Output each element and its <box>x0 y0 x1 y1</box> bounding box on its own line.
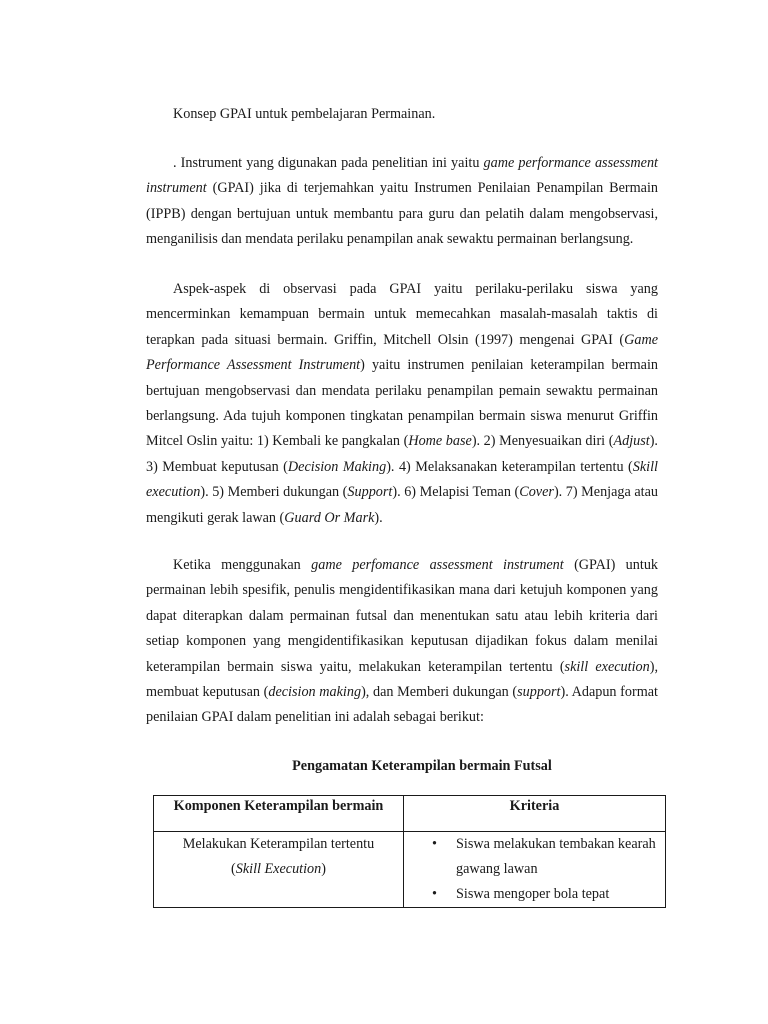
italic-term: Cover <box>519 484 554 501</box>
header-criteria <box>404 796 666 832</box>
bullet-icon: • <box>432 886 437 902</box>
italic-term: skill execution <box>564 658 650 675</box>
text-run: ) yaitu instrumen penilaian keterampilan bermain bertujuan mengobservasi dan mendata perilaku penampilan pemain sewaktu permainan berlangsung. Ada tujuh komponen tingkatan penampilan bermain siswa menurut Griffin Mitcel Oslin yaitu: 1) Kembali ke pangkalan ( <box>146 357 658 450</box>
italic-term: Support <box>347 484 393 501</box>
header-criteria-label: Kriteria <box>509 798 560 814</box>
italic-term: support <box>517 684 561 701</box>
paragraph-2 <box>146 277 658 531</box>
list-item <box>404 832 665 882</box>
italic-term: Game Performance Assessment Instrument <box>146 331 658 374</box>
italic-term: game perfomance assessment instrument <box>311 557 564 573</box>
text-run: ). 4) Melaksanakan keterampilan tertentu ( <box>386 458 633 475</box>
italic-term: Skill execution <box>146 458 658 501</box>
component-line-2-italic: Skill Execution <box>235 861 322 877</box>
header-component <box>154 796 404 832</box>
text-run: ), membuat keputusan ( <box>146 658 658 701</box>
text-run: ). 7) Menjaga atau mengikuti gerak lawan ( <box>146 484 659 526</box>
header-component-label: Komponen Keterampilan bermain <box>173 798 384 814</box>
section-heading: Konsep GPAI untuk pembelajaran Permainan. <box>173 106 436 122</box>
text-run: ). 5) Memberi dukungan ( <box>200 484 348 501</box>
list-item <box>404 882 665 907</box>
criteria-list <box>404 832 665 907</box>
criteria-cell <box>404 832 666 908</box>
paragraph-3 <box>146 553 658 731</box>
italic-term: Decision Making <box>287 458 387 475</box>
text-run: Aspek-aspek di observasi pada GPAI yaitu perilaku-perilaku siswa yang mencerminkan kemampuan bermain untuk memecahkan masalah-masalah taktis di terapkan pada situasi bermain. Griffin, Mitchell Olsin (1997) mengenai GPAI ( <box>146 281 658 348</box>
italic-term: decision making <box>268 684 362 701</box>
text-run: (GPAI) untuk permainan lebih spesifik, penulis mengidentifikasikan mana dari ketujuh komponen yang dapat diterapkan dalam permainan futsal dan menentukan satu atau lebih kriteria dari setiap komponen yang mengidentifikasikan keputusan dijadikan fokus dalam menilai keterampilan bermain siswa yaitu, melakukan keterampilan tertentu ( <box>146 557 659 675</box>
text-run: ). <box>374 509 383 526</box>
component-cell <box>154 832 404 908</box>
text-run: ). Adapun format penilaian GPAI dalam penelitian ini adalah sebagai berikut: <box>146 684 658 726</box>
text-run: ). 2) Menyesuaikan diri ( <box>471 433 614 450</box>
table-title: Pengamatan Keterampilan bermain Futsal <box>292 758 552 774</box>
text-run: ), dan Memberi dukungan ( <box>361 684 518 701</box>
criteria-text: Siswa melakukan tembakan kearah gawang lawan <box>456 836 656 877</box>
bullet-icon: • <box>432 836 437 852</box>
italic-term: Guard Or Mark <box>284 509 375 526</box>
text-run: ). 3) Membuat keputusan ( <box>146 433 658 475</box>
component-line-1: Melakukan Keterampilan tertentu <box>182 836 375 852</box>
table-header-row <box>154 796 666 832</box>
component-line-2: (Skill Execution) <box>231 861 326 877</box>
paragraph-1 <box>146 151 658 253</box>
criteria-table <box>153 795 666 908</box>
italic-term: Home base <box>408 433 472 450</box>
table-row <box>154 832 666 908</box>
criteria-text: Siswa mengoper bola tepat <box>456 886 610 902</box>
text-run: (GPAI) jika di terjemahkan yaitu Instrumen Penilaian Penampilan Bermain (IPPB) dengan bertujuan untuk membantu para guru dan pelatih dalam mengobservasi, menganilisis dan mendata perilaku penampilan anak sewaktu permainan berlangsung. <box>146 180 658 248</box>
text-run: . Instrument yang digunakan pada penelitian ini yaitu <box>173 155 484 171</box>
italic-term: Adjust <box>613 433 650 450</box>
text-run: Ketika menggunakan <box>173 557 312 573</box>
italic-term: game performance assessment instrument <box>146 155 659 197</box>
text-run: ). 6) Melapisi Teman ( <box>392 484 520 501</box>
